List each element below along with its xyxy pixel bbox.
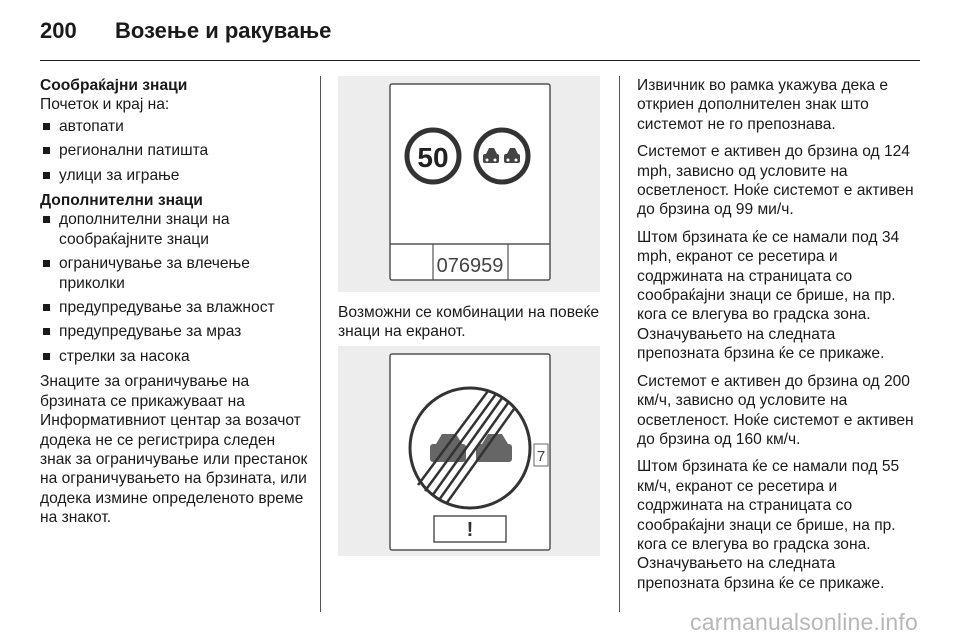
side-number: 7	[536, 448, 546, 465]
body-paragraph: Штом брзината ќе се намали под 55 км/ч, екранот се ресетира и содржината на страницата со сообраќајни знаци се брише, на пр. кога се влегува во градска зона. Означувањето на следната препозната брзина ќе се прикаже.	[637, 458, 900, 592]
body-paragraph: Штом брзината ќе се намали под 34 mph, екранот се ресетира и содржината на страницата со сообраќајни знаци се брише, на пр. кога се влегува во градска зона. Означувањето на следната препозната брзина ќе се прикаже.	[637, 228, 900, 363]
body-paragraph: Извичник во рамка укажува дека е откриен дополнителен знак што системот не го препознава.	[637, 77, 889, 133]
bullet-list-start-end	[40, 117, 308, 185]
figure-caption: Возможни се комбинации на повеќе знаци на екранот.	[338, 304, 599, 341]
list-item: предупредување за влажност	[40, 298, 308, 317]
watermark: carmanualsonline.info	[690, 609, 918, 635]
bullet-list-additional	[40, 210, 308, 366]
list-item: ограничување за влечење приколки	[40, 254, 308, 293]
list-item: улици за играње	[40, 166, 308, 185]
list-item: дополнителни знаци на сообраќајните знаци	[40, 210, 308, 249]
page-number: 200	[40, 18, 77, 43]
column-divider	[320, 76, 321, 612]
header-divider	[40, 60, 920, 61]
list-item: стрелки за насока	[40, 347, 308, 366]
figure-end-no-overtaking-display	[338, 346, 600, 556]
column-right	[637, 76, 919, 601]
unknown-sign-icon: !	[466, 519, 474, 541]
body-paragraph: Системот е активен до брзина од 124 mph, зависно од условите на осветленост. Ноќе системот е активен до брзина од 99 ми/ч.	[637, 143, 914, 219]
figure-code: 076959	[436, 255, 504, 277]
list-item: предупредување за мраз	[40, 322, 308, 341]
section-title-additional-signs: Дополнителни знаци	[40, 192, 203, 210]
list-item: регионални патишта	[40, 141, 308, 160]
body-paragraph: Знаците за ограничување на брзината се прикажуваат на Информативниот центар за возачот додека не се регистрира следен знак за ограничување или престанок на ограничувањето на брзината, или додека измине определеното време на знакот.	[40, 373, 308, 527]
section-title-traffic-signs: Сообраќајни знаци	[40, 77, 188, 94]
page-title: Возење и ракување	[115, 18, 332, 43]
end-restriction-illustration	[338, 346, 600, 556]
sign-display-illustration	[338, 76, 600, 292]
section-intro: Почеток и крај на:	[40, 96, 170, 114]
column-divider	[619, 76, 620, 612]
body-paragraph: Системот е активен до брзина од 200 км/ч, зависно од условите на осветленост. Ноќе системот е активен до брзина од 160 км/ч.	[637, 372, 914, 448]
page-header	[40, 18, 331, 52]
speed-value: 50	[417, 142, 449, 173]
figure-speed-sign-display	[338, 76, 600, 292]
column-left	[40, 76, 308, 528]
list-item: автопати	[40, 117, 308, 136]
